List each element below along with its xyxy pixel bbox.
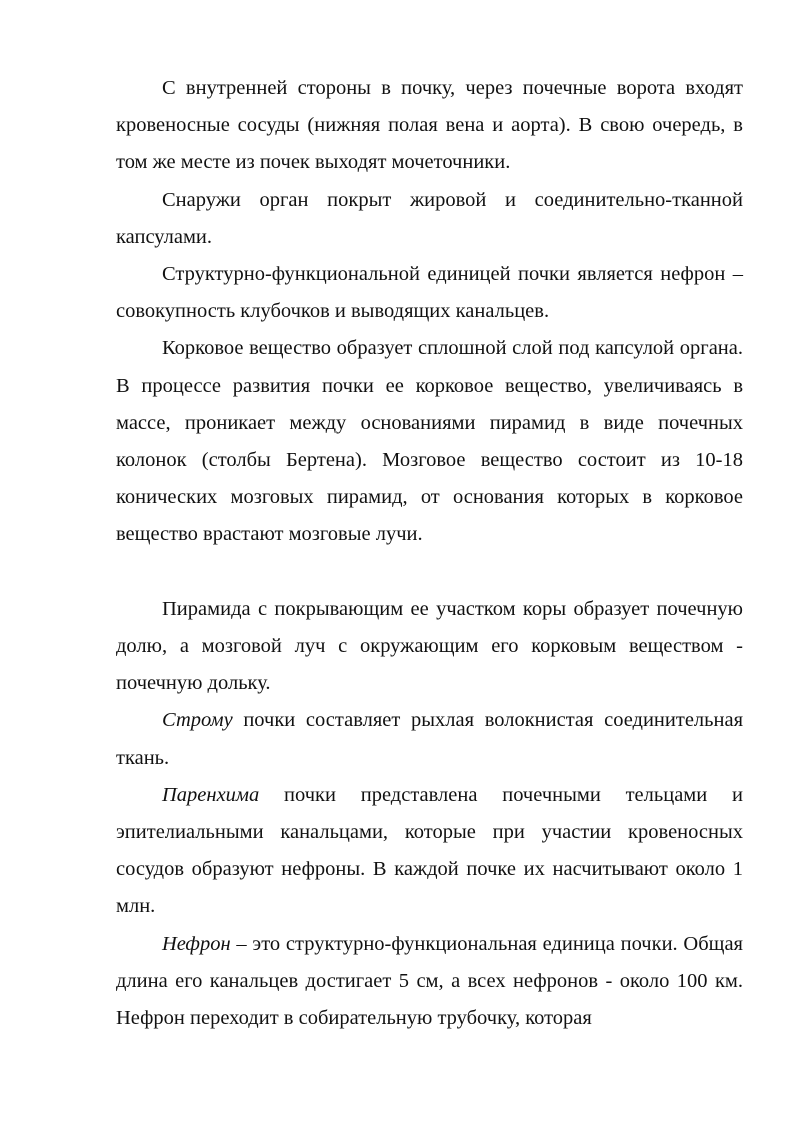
- paragraph-text: Снаружи орган покрыт жировой и соединительно-тканной капсулами.: [116, 188, 743, 248]
- paragraph-parenchyma: [116, 777, 743, 926]
- paragraph-text: Пирамида с покрывающим ее участком коры образует почечную долю, а мозговой луч с окружающим его корковым веществом - почечную дольку.: [116, 597, 743, 695]
- paragraph-renal-hilum: [116, 70, 743, 182]
- paragraph-text: – это структурно-функциональная единица почки. Общая длина его канальцев достигает 5 см, а всех нефронов - около 100 км. Нефрон переходит в собирательную трубочку, которая: [116, 932, 743, 1030]
- paragraph-lead-parenchyma: Паренхима: [162, 783, 260, 806]
- paragraph-capsule: [116, 182, 743, 256]
- paragraph-stroma: [116, 702, 743, 776]
- paragraph-text: Структурно-функциональной единицей почки является нефрон – совокупность клубочков и выводящих канальцев.: [116, 263, 743, 323]
- document-page: [116, 70, 743, 1037]
- paragraph-pyramid-lobe: [116, 591, 743, 703]
- paragraph-cortex: [116, 330, 743, 553]
- paragraph-text: почки составляет рыхлая волокнистая соединительная ткань.: [116, 709, 743, 769]
- paragraph-text: почки представлена почечными тельцами и эпителиальными канальцами, которые при участии кровеносных сосудов образуют нефроны. В каждой почке их насчитывают около 1 млн.: [116, 783, 743, 918]
- paragraph-nephron: [116, 926, 743, 1038]
- paragraph-lead-nephron: Нефрон: [162, 932, 231, 955]
- paragraph-structural-unit: [116, 256, 743, 330]
- paragraph-text: С внутренней стороны в почку, через почечные ворота входят кровеносные сосуды (нижняя полая вена и аорта). В свою очередь, в том же месте из почек выходят мочеточники.: [116, 77, 743, 174]
- paragraph-lead-stroma: Строму: [162, 709, 233, 732]
- paragraph-text: Корковое вещество образует сплошной слой под капсулой органа. В процессе развития почки ее корковое вещество, увеличиваясь в массе, проникает между основаниями пирамид в виде почечных колонок (столбы Бертена). Мозговое вещество состоит из 10-18 конических мозговых пирамид, от основания которых в корковое вещество врастают мозговые лучи.: [116, 337, 743, 546]
